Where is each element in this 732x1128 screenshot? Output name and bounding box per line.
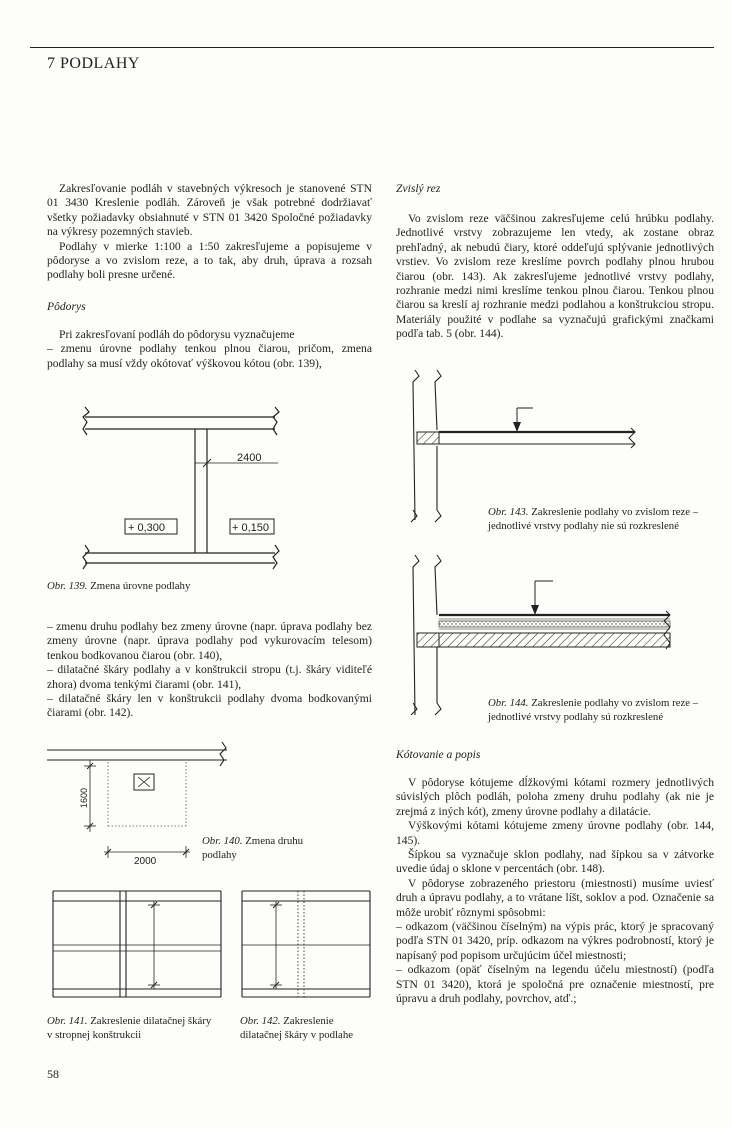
caption-fig-143-label: Obr. 143. bbox=[488, 506, 529, 518]
heading-kotovanie: Kótovanie a popis bbox=[396, 748, 481, 761]
kot-paragraph-3: Šípkou sa vyznačuje sklon podlahy, nad šípkou sa v zátvorke uvedie údaj o sklone v percentách (obr. 148). bbox=[396, 848, 714, 876]
heading-podorys: Pôdorys bbox=[47, 300, 86, 313]
kot-paragraph-6: – odkazom (opäť číselným na legendu účelu miestností) (podľa STN 01 3420), ktorá je spoločná pre označenie miestností, pre úpravu a druh podlahy, povrchov, atď.; bbox=[396, 963, 714, 1006]
rez-paragraph: Vo zvislom reze väčšinou zakresľujeme celú hrúbku podlahy. Jednotlivé vrstvy zobrazujeme len vtedy, ak zostane obraz prehľadný, ak nebudú čiary, ktoré oddeľujú splývanie jednotlivých vrstiev. Vo zvislom reze kreslíme povrch podlahy plnou hrubou čiarou (obr. 143). Ak zakresľujeme jednotlivé vrstvy podlahy, rozhranie medzi nimi kreslíme tenkou plnou čiarou. Tenkou plnou čiarou sa kreslí aj rozhranie medzi podlahou a konštrukciou stropu. Materiály použité v podlahe sa vyznačujú grafickými značkami podľa tab. 5 (obr. 144). bbox=[396, 212, 714, 341]
kot-paragraph-4: V pôdoryse zobrazeného priestoru (miestnosti) musíme uviesť druh a úpravu podlahy, a to vrátane líšt, soklov a pod. Označenie sa môže urobiť rôznymi spôsobmi: bbox=[396, 876, 714, 919]
list-text bbox=[47, 620, 372, 721]
intro-paragraph-2: Podlahy v mierke 1:100 a 1:50 zakresľujeme a popisujeme v pôdoryse a vo zvislom reze, a to tak, aby druh, úprava a rozsah podlahy boli presne určené. bbox=[47, 239, 372, 282]
caption-fig-139-text: Zmena úrovne podlahy bbox=[90, 580, 191, 592]
page-number: 58 bbox=[47, 1067, 59, 1081]
fig139-dimension: 2400 bbox=[237, 452, 262, 464]
chapter-title: 7 PODLAHY bbox=[47, 55, 140, 72]
caption-fig-140-label: Obr. 140. bbox=[202, 835, 243, 847]
caption-fig-143 bbox=[488, 506, 716, 533]
podorys-paragraph-2: – zmenu úrovne podlahy tenkou plnou čiarou, pričom, zmena podlahy sa musí vždy okótovať výškovou kótou (obr. 139), bbox=[47, 342, 372, 370]
caption-fig-139 bbox=[47, 580, 190, 594]
figure-139-drawing bbox=[80, 385, 280, 580]
list-item-2: – dilatačné škáry podlahy a v konštrukcii stropu (t.j. škáry viditeľé zhora) dvoma tenkými čiarami (obr. 141), bbox=[47, 663, 372, 691]
caption-fig-142-text: Zakreslenie dilatačnej škáry v podlahe bbox=[240, 1015, 354, 1041]
figure-142-drawing bbox=[236, 885, 376, 1010]
heading-zvisly-rez: Zvislý rez bbox=[396, 182, 441, 195]
figure-141-drawing bbox=[47, 885, 227, 1010]
rez-text bbox=[396, 212, 714, 342]
list-item-1: – zmenu druhu podlahy bez zmeny úrovne (napr. úprava podlahy bez zmeny úrovne (napr. úprava podlahy pod vykurovacím telesom) tenkou bodkovanou čiarou (obr. 140), bbox=[47, 620, 372, 662]
kot-paragraph-5: – odkazom (väčšinou číselným) na výpis prác, ktorý je spracovaný podľa STN 01 3420, príp. odkazom na výkres podrobností, ktorý je napísaný pod popisom určujúcim účel miestnosti; bbox=[396, 920, 714, 962]
caption-fig-144-text: Zakreslenie podlahy vo zvislom reze – jednotlivé vrstvy podlahy sú rozkreslené bbox=[488, 697, 699, 723]
caption-fig-141-text: Zakreslenie dilatačnej škáry v stropnej konštrukcii bbox=[47, 1015, 212, 1041]
caption-fig-141 bbox=[47, 1015, 217, 1042]
caption-fig-140 bbox=[202, 835, 332, 862]
intro-text bbox=[47, 182, 372, 283]
caption-fig-144-label: Obr. 144. bbox=[488, 697, 529, 709]
caption-fig-140-text: Zmena druhu podlahy bbox=[202, 835, 304, 861]
list-item-3: – dilatačné škáry len v konštrukcii podlahy dvoma bodkovanými čiarami (obr. 142). bbox=[47, 692, 372, 720]
figure-143-drawing bbox=[395, 370, 635, 525]
caption-fig-142 bbox=[240, 1015, 375, 1042]
podorys-paragraph-1: Pri zakresľovaní podláh do pôdorysu vyznačujeme bbox=[59, 328, 295, 341]
caption-fig-144 bbox=[488, 697, 716, 724]
intro-paragraph-1: Zakresľovanie podláh v stavebných výkresoch je stanovené STN 01 3430 Kreslenie podláh. Zároveň je však potrebné dodržiavať všetky požiadavky obsiahnuté v STN 01 3420 Spoločné požiadavky na výkresy pozemných stavieb. bbox=[47, 182, 372, 239]
kot-paragraph-2: Výškovými kótami kótujeme zmeny úrovne podlahy (obr. 144, 145). bbox=[396, 819, 714, 847]
kotovanie-text bbox=[396, 776, 714, 1007]
kot-paragraph-1: V pôdoryse kótujeme dĺžkovými kótami rozmery jednotlivých súvislých plôch podláh, poloha zmeny druhu podlahy (ak nie je zrejmá z iných kót), zmeny úrovne podlahy a dilatácie. bbox=[396, 776, 714, 818]
figure-144-drawing bbox=[395, 555, 675, 720]
fig139-level-right: + 0,150 bbox=[232, 522, 270, 534]
fig139-level-left: + 0,300 bbox=[128, 522, 166, 534]
fig140-dim-vertical: 1600 bbox=[79, 787, 89, 808]
caption-fig-139-label: Obr. 139. bbox=[47, 580, 88, 592]
fig140-dim-horizontal: 2000 bbox=[134, 856, 157, 867]
podorys-text bbox=[47, 328, 372, 371]
caption-fig-141-label: Obr. 141. bbox=[47, 1015, 88, 1027]
header-rule bbox=[30, 47, 714, 48]
caption-fig-143-text: Zakreslenie podlahy vo zvislom reze – jednotlivé vrstvy podlahy nie sú rozkreslené bbox=[488, 506, 699, 532]
caption-fig-142-label: Obr. 142. bbox=[240, 1015, 281, 1027]
